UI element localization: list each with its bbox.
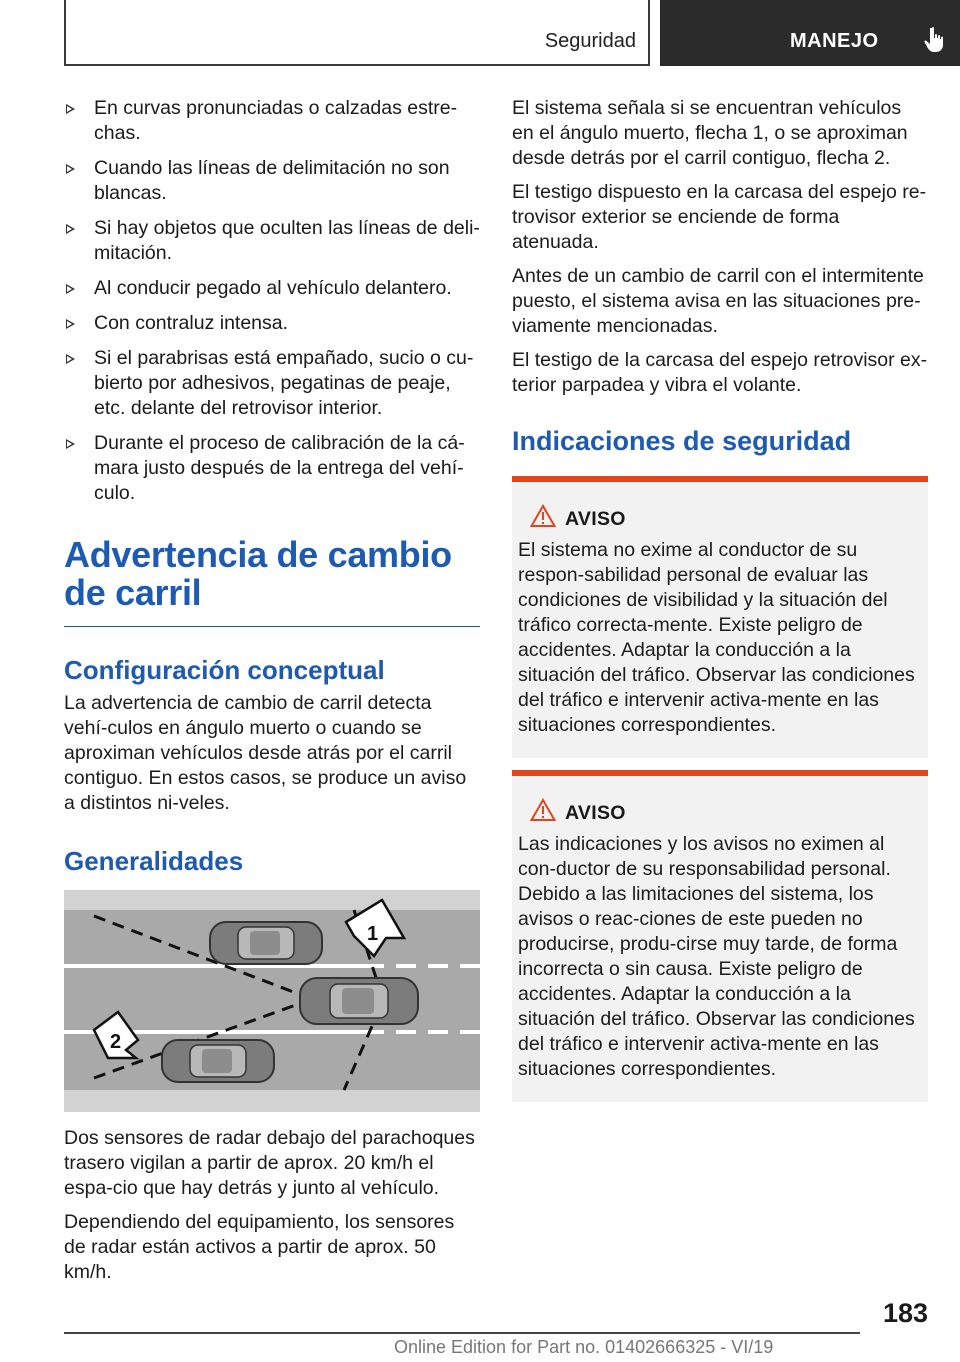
bullet-triangle-icon xyxy=(66,164,75,174)
left-column xyxy=(64,96,480,1285)
page-number: 183 xyxy=(882,1298,928,1328)
list-item: Cuando las líneas de delimitación no son blancas. xyxy=(64,156,480,206)
svg-text:2: 2 xyxy=(110,1031,122,1053)
header-section-label: Seguridad xyxy=(544,30,636,52)
list-item: En curvas pronunciadas o calzadas estre-chas. xyxy=(64,96,480,146)
header-chapter-tab xyxy=(660,0,960,66)
general-paragraph-2: Dependiendo del equipamiento, los sensores de radar están activos a partir de aprox. 50 km/h. xyxy=(64,1211,455,1283)
list-item: Durante el proceso de calibración de la cá-mara justo después de la entrega del vehí-culo. xyxy=(64,431,480,506)
list-item: Si el parabrisas está empañado, sucio o cu-bierto por adhesivos, pegatinas de peaje, etc. delante del retrovisor interior. xyxy=(64,346,480,421)
hand-pointer-icon xyxy=(922,26,946,54)
list-item: Con contraluz intensa. xyxy=(64,311,480,336)
body-paragraph-4: El testigo de la carcasa del espejo retrovisor ex-terior parpadea y vibra el volante. xyxy=(512,349,928,396)
limitations-list xyxy=(64,96,480,506)
safety-heading: Indicaciones de seguridad xyxy=(512,426,852,456)
section-title: Advertencia de cambio de carril xyxy=(64,536,480,627)
warning-title: AVISO xyxy=(565,508,626,530)
warning-box xyxy=(512,770,928,1102)
subsection-title-general: Generalidades xyxy=(64,846,244,876)
header-section-box xyxy=(64,0,650,66)
list-item: Al conducir pegado al vehículo delantero. xyxy=(64,276,480,301)
warning-text: El sistema no exime al conductor de su respon-sabilidad personal de evaluar las condiciones de visibilidad y la situación del tráfico correcta-mente. Existe peligro de accidentes. Adaptar la conducción a la situación del tráfico. Observar las condiciones del tráfico e intervenir activa-mente en las situaciones correspondientes. xyxy=(518,539,915,736)
bullet-triangle-icon xyxy=(66,104,75,114)
body-paragraph-1: El sistema señala si se encuentran vehículos en el ángulo muerto, flecha 1, o se aproximan desde detrás por el carril contiguo, flecha 2. xyxy=(512,97,908,169)
warning-triangle-icon xyxy=(530,504,556,528)
footer-edition: Online Edition for Part no. 01402666325 - VI/19 xyxy=(394,1337,774,1357)
concept-paragraph: La advertencia de cambio de carril detecta vehí-culos en ángulo muerto o cuando se aproximan vehículos desde atrás por el carril contiguo. En estos casos, se produce un aviso a distintos ni-veles. xyxy=(64,692,467,814)
bullet-triangle-icon xyxy=(66,319,75,329)
warning-triangle-icon xyxy=(530,798,556,822)
bullet-triangle-icon xyxy=(66,354,75,364)
warning-box xyxy=(512,476,928,758)
bullet-triangle-icon xyxy=(66,284,75,294)
bullet-triangle-icon xyxy=(66,224,75,234)
footer-divider xyxy=(64,1332,860,1334)
body-paragraph-3: Antes de un cambio de carril con el intermitente puesto, el sistema avisa en las situaciones pre-viamente mencionadas. xyxy=(512,265,924,337)
general-paragraph-1: Dos sensores de radar debajo del parachoques trasero vigilan a partir de aprox. 20 km/h el espa-cio que hay detrás y junto al vehículo. xyxy=(64,1127,475,1199)
body-paragraph-2: El testigo dispuesto en la carcasa del espejo re-trovisor exterior se enciende de forma atenuada. xyxy=(512,181,927,253)
header-chapter-label: MANEJO xyxy=(790,30,879,52)
svg-text:1: 1 xyxy=(367,923,379,945)
warning-text: Las indicaciones y los avisos no eximen al con-ductor de su responsabilidad personal. Debido a las limitaciones del sistema, los avisos o reac-ciones de este pueden no producirse, produ-cirse muy tarde, de forma incorrecta o sin causa. Existe peligro de accidentes. Adaptar la conducción a la situación del tráfico. Observar las condiciones del tráfico e intervenir activa-mente en las situaciones correspondientes. xyxy=(518,833,915,1080)
bullet-triangle-icon xyxy=(66,439,75,449)
right-column xyxy=(512,96,928,1102)
warning-title: AVISO xyxy=(565,802,626,824)
blind-spot-illustration xyxy=(64,890,480,1112)
subsection-title-concept: Configuración conceptual xyxy=(64,655,385,685)
list-item: Si hay objetos que oculten las líneas de deli-mitación. xyxy=(64,216,480,266)
